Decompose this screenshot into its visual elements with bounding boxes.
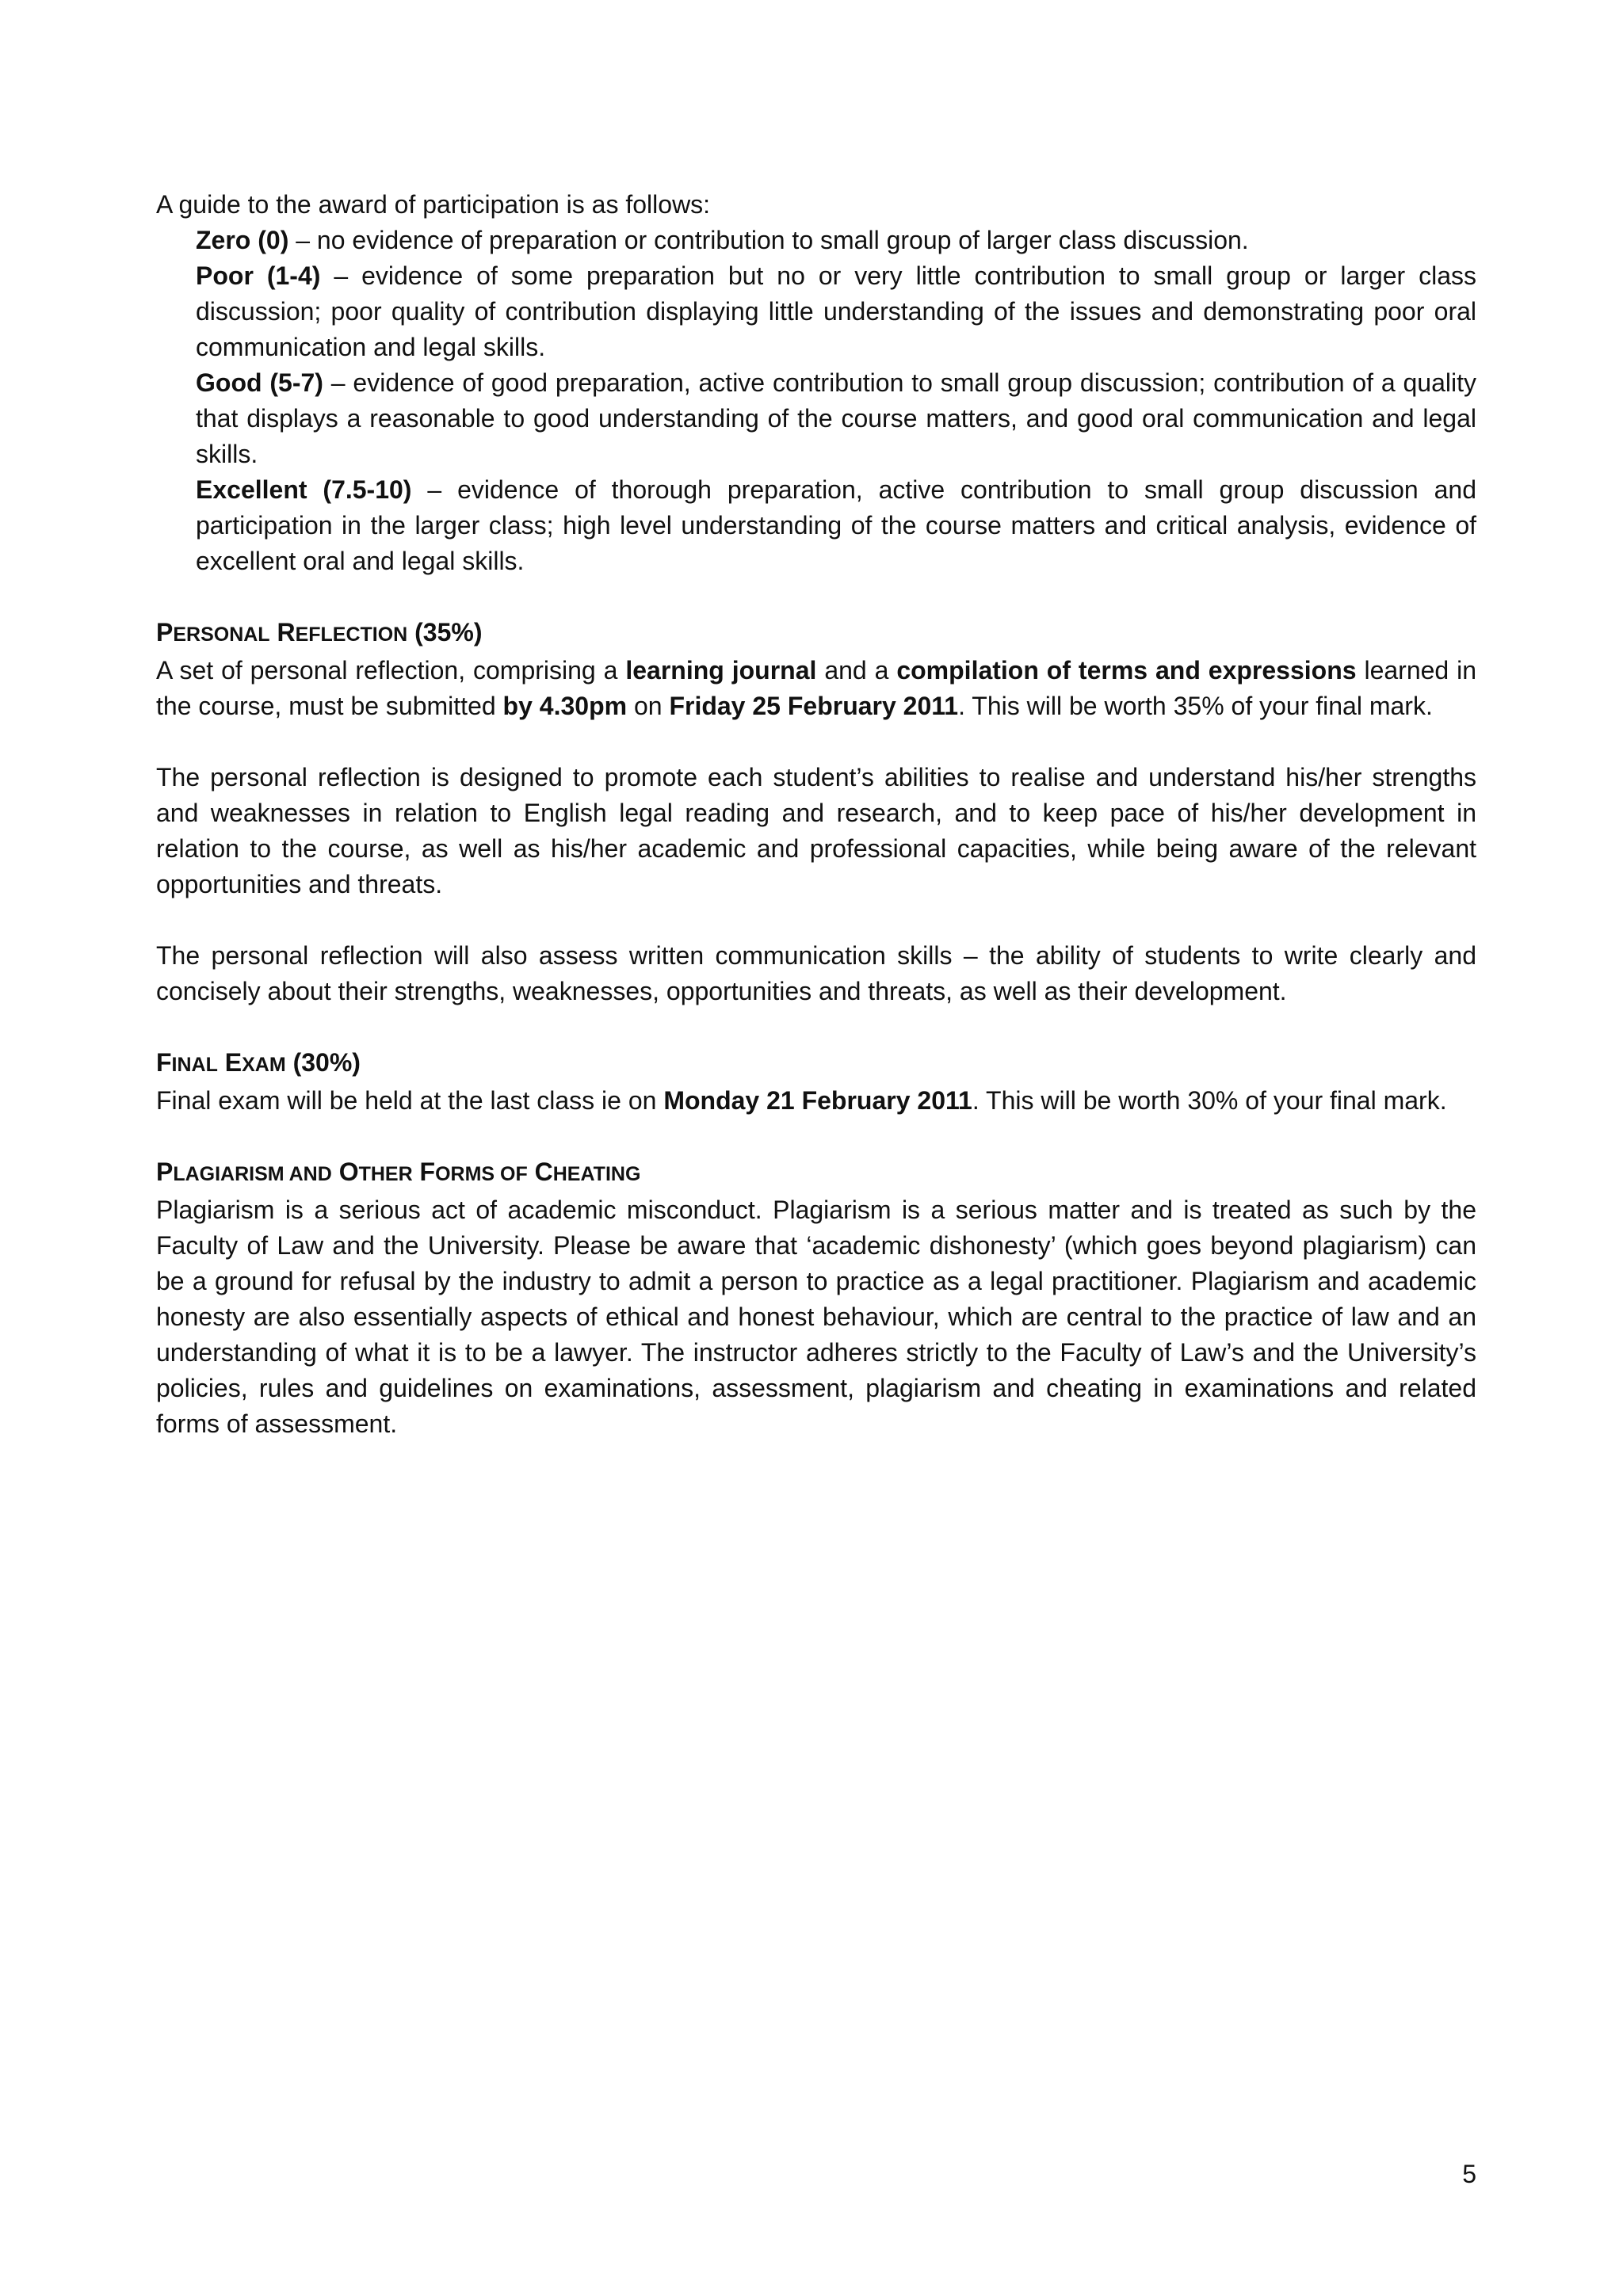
level-label: Excellent (7.5-10): [196, 475, 412, 504]
participation-levels: [156, 223, 1476, 579]
level-label: Good (5-7): [196, 368, 323, 397]
personal-reflection-submission: A set of personal reflection, comprising a learning journal and a compilation of terms and expressions learned in the course, must be submitted by 4.30pm on Friday 25 February 2011. This will be worth 35% of your final mark.: [156, 656, 1477, 720]
level-text: – evidence of some preparation but no or very little contribution to small group or larger class discussion; poor quality of contribution displaying little understanding of the issues and demonstrating poor oral communication and legal skills.: [196, 261, 1477, 361]
participation-intro: A guide to the award of participation is as follows:: [156, 190, 711, 219]
participation-level-zero: [196, 223, 1476, 258]
final-exam-details: Final exam will be held at the last class ie on Monday 21 February 2011. This will be worth 30% of your final mark.: [156, 1086, 1447, 1115]
participation-level-excellent: [196, 472, 1476, 579]
level-label: Poor (1-4): [196, 261, 321, 290]
participation-level-good: [196, 365, 1476, 472]
level-text: – no evidence of preparation or contribution to small group of larger class discussion.: [288, 226, 1249, 254]
participation-level-poor: [196, 258, 1476, 365]
personal-reflection-heading: PERSONAL REFLECTION (35%): [156, 618, 483, 646]
page-number: 5: [1462, 2160, 1476, 2188]
plagiarism-heading: PLAGIARISM AND OTHER FORMS OF CHEATING: [156, 1158, 641, 1186]
final-exam-heading: FINAL EXAM (30%): [156, 1048, 361, 1077]
level-text: – evidence of good preparation, active contribution to small group discussion; contribution of a quality that displays a reasonable to good understanding of the course matters, and good oral communication and legal skills.: [196, 368, 1477, 468]
level-label: Zero (0): [196, 226, 289, 254]
level-text: – evidence of thorough preparation, active contribution to small group discussion and participation in the larger class; high level understanding of the course matters and critical analysis, evidence of excellent oral and legal skills.: [196, 475, 1477, 575]
personal-reflection-assessment: The personal reflection will also assess written communication skills – the ability of students to write clearly and concisely about their strengths, weaknesses, opportunities and threats, as well as their development.: [156, 941, 1476, 1005]
personal-reflection-purpose: The personal reflection is designed to promote each student’s abilities to realise and understand his/her strengths and weaknesses in relation to English legal reading and research, and to keep pace of his/her development in relation to the course, as well as his/her academic and professional capacities, while being aware of the relevant opportunities and threats.: [156, 763, 1476, 898]
document-page: [156, 187, 1476, 1442]
plagiarism-body: Plagiarism is a serious act of academic misconduct. Plagiarism is a serious matter and is treated as such by the Faculty of Law and the University. Please be aware that ‘academic dishonesty’ (which goes beyond plagiarism) can be a ground for refusal by the industry to admit a person to practice as a legal practitioner. Plagiarism and academic honesty are also essentially aspects of ethical and honest behaviour, which are central to the practice of law and an understanding of what it is to be a lawyer. The instructor adheres strictly to the Faculty of Law’s and the University’s policies, rules and guidelines on examinations, assessment, plagiarism and cheating in examinations and related forms of assessment.: [156, 1196, 1476, 1438]
